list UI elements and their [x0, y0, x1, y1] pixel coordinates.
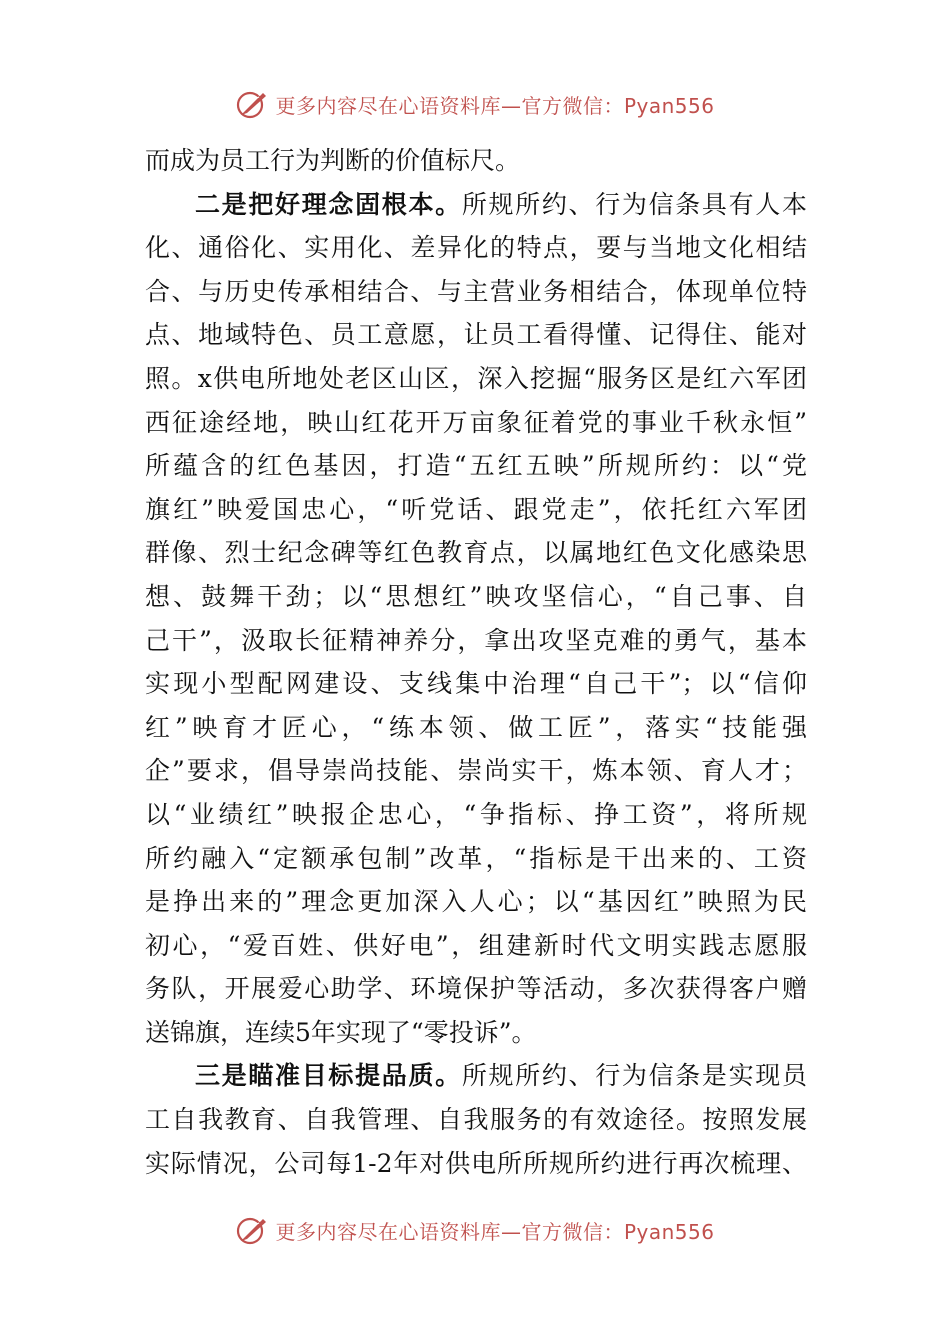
line-text: 红”映育才匠心，“练本领、做工匠”，落实“技能强 — [145, 712, 807, 742]
text-line — [145, 139, 807, 183]
line-text: 以“业绩红”映报企忠心，“争指标、挣工资”，将所规 — [145, 799, 807, 829]
line-text: 化、通俗化、实用化、差异化的特点，要与当地文化相结 — [145, 233, 807, 263]
text-line — [145, 749, 807, 793]
line-text: 实际情况，公司每1-2年对供电所所规所约进行再次梳理、 — [145, 1148, 807, 1178]
text-line — [145, 793, 807, 837]
line-text: 企”要求，倡导崇尚技能、崇尚实干，炼本领、育人才； — [145, 756, 807, 786]
paragraph — [145, 1054, 807, 1185]
text-line — [145, 575, 807, 619]
text-line — [145, 1011, 807, 1055]
quill-logo-icon — [235, 1213, 269, 1247]
paragraph-lead-heading: 二是把好理念固根本。 — [195, 189, 462, 219]
text-line — [145, 619, 807, 663]
line-text: 所约融入“定额承包制”改革，“指标是干出来的、工资 — [145, 843, 807, 873]
line-text: 所规所约、行为信条是实现员 — [461, 1061, 807, 1091]
line-text: 是挣出来的”理念更加深入人心；以“基因红”映照为民 — [145, 887, 807, 917]
line-text: 合、与历史传承相结合、与主营业务相结合，体现单位特 — [145, 276, 807, 306]
text-line — [145, 444, 807, 488]
paragraph — [145, 139, 807, 183]
quill-logo-icon — [235, 87, 269, 121]
text-line — [145, 1142, 807, 1186]
text-line — [145, 531, 807, 575]
text-line — [145, 880, 807, 924]
text-line — [145, 357, 807, 401]
text-line — [145, 662, 807, 706]
text-line — [145, 967, 807, 1011]
line-text: 想、鼓舞干劲；以“思想红”映攻坚信心，“自己事、自 — [145, 581, 807, 611]
line-text: 所规所约、行为信条具有人本 — [461, 189, 807, 219]
line-text: 西征途经地，映山红花开万亩象征着党的事业千秋永恒” — [145, 407, 807, 437]
watermark-text: 更多内容尽在心语资料库—官方微信：Pyan556 — [275, 1219, 715, 1244]
line-text: 初心，“爱百姓、供好电”，组建新时代文明实践志愿服 — [145, 930, 807, 960]
paragraph — [145, 183, 807, 1055]
text-line — [145, 1054, 807, 1098]
line-text: 旗红”映爱国忠心，“听党话、跟党走”，依托红六军团 — [145, 494, 807, 524]
line-text: 而成为员工行为判断的价值标尺。 — [145, 146, 521, 175]
watermark-banner-top — [0, 82, 950, 126]
watermark-banner-bottom — [0, 1208, 950, 1252]
text-line — [145, 313, 807, 357]
paragraph-lead-heading: 三是瞄准目标提品质。 — [195, 1061, 462, 1091]
text-line — [145, 488, 807, 532]
line-text: 实现小型配网建设、支线集中治理“自己干”；以“信仰 — [145, 669, 807, 699]
text-line — [145, 226, 807, 270]
line-text: 务队，开展爱心助学、环境保护等活动，多次获得客户赠 — [145, 974, 807, 1004]
text-line — [145, 924, 807, 968]
text-line — [145, 706, 807, 750]
line-text: 工自我教育、自我管理、自我服务的有效途径。按照发展 — [145, 1105, 807, 1135]
text-line — [145, 1098, 807, 1142]
document-body — [145, 139, 807, 1185]
text-line — [145, 837, 807, 881]
line-text: 点、地域特色、员工意愿，让员工看得懂、记得住、能对 — [145, 320, 807, 350]
line-text: 己干”，汲取长征精神养分，拿出攻坚克难的勇气，基本 — [145, 625, 807, 655]
line-text: 所蕴含的红色基因，打造“五红五映”所规所约：以“党 — [145, 451, 807, 481]
line-text: 群像、烈士纪念碑等红色教育点，以属地红色文化感染思 — [145, 538, 807, 568]
line-text: 送锦旗，连续5年实现了“零投诉”。 — [145, 1017, 537, 1047]
text-line — [145, 270, 807, 314]
text-line — [145, 401, 807, 445]
watermark-text: 更多内容尽在心语资料库—官方微信：Pyan556 — [275, 93, 715, 118]
text-line — [145, 183, 807, 227]
line-text: 照。x供电所地处老区山区，深入挖掘“服务区是红六军团 — [145, 363, 807, 393]
